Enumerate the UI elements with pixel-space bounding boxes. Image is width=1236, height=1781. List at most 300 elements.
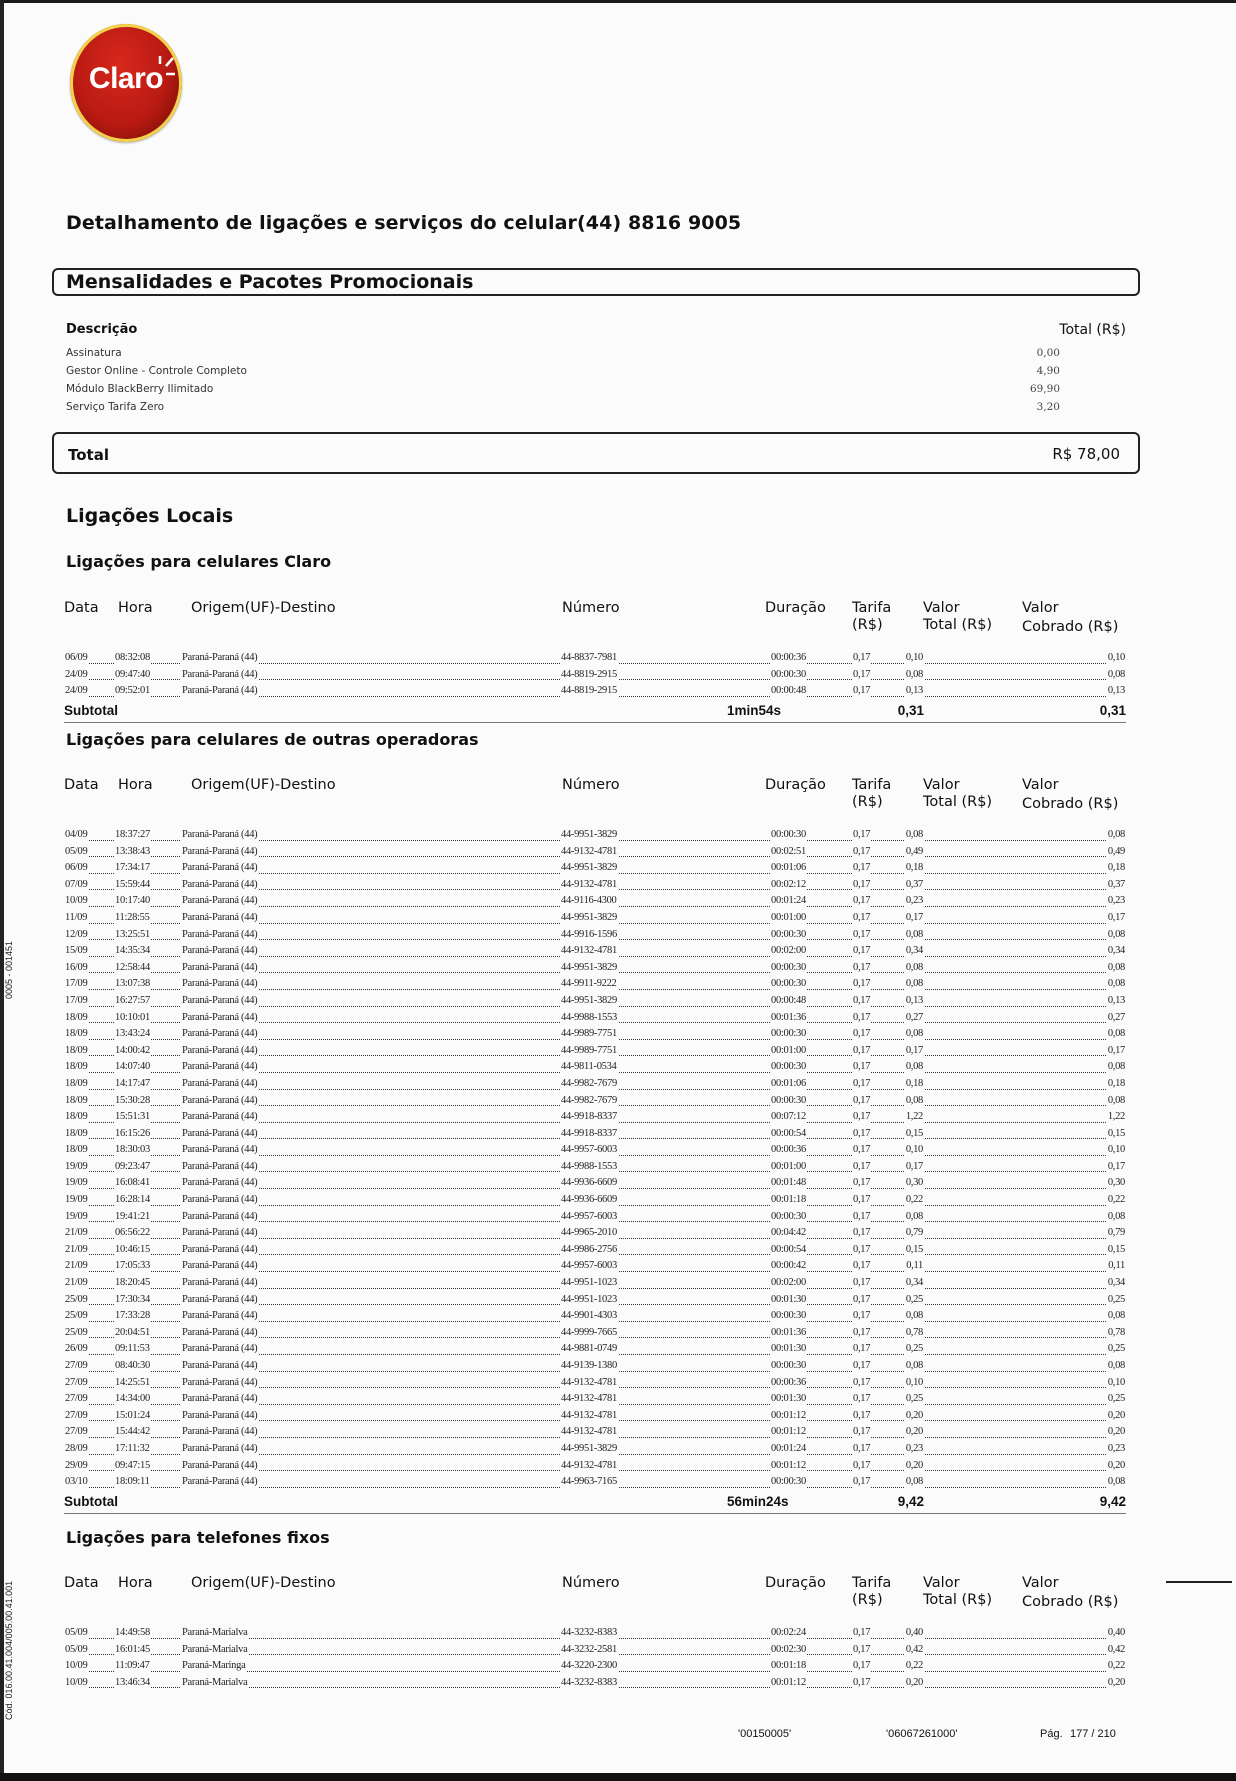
call-rate: 0,17 — [853, 1144, 871, 1156]
call-charged-value: 0,22 — [1107, 1194, 1125, 1206]
call-total-value: 0,34 — [905, 945, 923, 957]
col-origem: Origem(UF)-Destino — [191, 1575, 336, 1591]
call-date: 05/09 — [65, 1643, 88, 1655]
call-date: 03/10 — [65, 1476, 88, 1488]
call-number: 44-9982-7679 — [561, 1077, 617, 1089]
call-duration: 00:01:24 — [771, 895, 806, 907]
call-charged-value: 0,27 — [1107, 1011, 1125, 1023]
call-charged-value: 0,08 — [1107, 668, 1125, 680]
call-charged-value: 0,34 — [1107, 945, 1125, 957]
call-rate: 0,17 — [853, 1243, 871, 1255]
call-rate: 0,17 — [853, 1627, 871, 1638]
call-total-value: 0,25 — [905, 1293, 923, 1305]
call-charged-value: 0,08 — [1107, 1476, 1125, 1488]
call-time: 17:11:32 — [115, 1442, 150, 1454]
call-duration: 00:01:00 — [771, 911, 806, 923]
call-total-value: 0,15 — [905, 1243, 923, 1255]
call-date: 19/09 — [65, 1160, 88, 1172]
call-total-value: 0,08 — [905, 829, 923, 840]
call-time: 16:27:57 — [115, 994, 150, 1006]
table-row — [64, 860, 1126, 877]
call-time: 14:35:34 — [115, 945, 150, 957]
call-date: 28/09 — [65, 1442, 88, 1454]
call-total-value: 0,17 — [905, 1160, 923, 1172]
call-charged-value: 0,08 — [1107, 978, 1125, 990]
call-rate: 0,17 — [853, 945, 871, 957]
call-charged-value: 0,10 — [1107, 1144, 1125, 1156]
col-valor-cobrado-unit: Cobrado (R$) — [1022, 1594, 1119, 1610]
call-origin: Paraná-Marialva — [182, 1676, 248, 1688]
table-row — [64, 1474, 1126, 1491]
table-row — [64, 1225, 1126, 1242]
call-total-value: 0,08 — [905, 1061, 923, 1073]
call-time: 15:44:42 — [115, 1426, 150, 1438]
call-rate: 0,17 — [853, 961, 871, 973]
call-time: 15:51:31 — [115, 1111, 150, 1123]
col-tarifa: Tarifa — [852, 777, 892, 793]
table-row — [64, 1109, 1126, 1126]
call-origin: Paraná-Paraná (44) — [182, 845, 258, 857]
call-time: 18:37:27 — [115, 829, 150, 840]
call-date: 25/09 — [65, 1326, 88, 1338]
call-origin: Paraná-Marialva — [182, 1627, 248, 1638]
call-rate: 0,17 — [853, 911, 871, 923]
call-date: 21/09 — [65, 1260, 88, 1272]
call-number: 44-9936-6609 — [561, 1194, 617, 1206]
table-row — [64, 1258, 1126, 1275]
call-total-value: 0,25 — [905, 1393, 923, 1405]
call-number: 44-9132-4781 — [561, 1459, 617, 1471]
call-total-value: 0,23 — [905, 895, 923, 907]
call-rate: 0,17 — [853, 1310, 871, 1322]
call-time: 20:04:51 — [115, 1326, 150, 1338]
call-total-value: 0,13 — [905, 685, 923, 697]
call-charged-value: 0,08 — [1107, 961, 1125, 973]
call-total-value: 0,08 — [905, 1094, 923, 1106]
call-origin: Paraná-Paraná (44) — [182, 1409, 258, 1421]
call-rate: 0,17 — [853, 1111, 871, 1123]
fixos-rows — [64, 1625, 1126, 1691]
call-duration: 00:01:48 — [771, 1177, 806, 1189]
call-charged-value: 0,40 — [1107, 1627, 1125, 1638]
call-number: 44-9116-4300 — [561, 895, 617, 907]
col-tarifa-unit: (R$) — [852, 617, 883, 633]
call-time: 12:58:44 — [115, 961, 150, 973]
call-duration: 00:04:42 — [771, 1227, 806, 1239]
claro-logo — [70, 24, 182, 142]
col-tarifa: Tarifa — [852, 1575, 892, 1591]
call-date: 24/09 — [65, 685, 88, 697]
table-row — [64, 1142, 1126, 1159]
table-row — [64, 1408, 1126, 1425]
call-number: 44-9916-1596 — [561, 928, 617, 940]
col-valor-cobrado: Valor — [1022, 600, 1059, 616]
call-charged-value: 0,08 — [1107, 1310, 1125, 1322]
call-duration: 00:01:12 — [771, 1426, 806, 1438]
fixos-calls-table — [64, 1575, 1126, 1691]
call-date: 18/09 — [65, 1011, 88, 1023]
call-time: 14:07:40 — [115, 1061, 150, 1073]
margin-mark — [1166, 1581, 1232, 1583]
call-number: 44-9951-3829 — [561, 994, 617, 1006]
call-origin: Paraná-Paraná (44) — [182, 1028, 258, 1040]
subtotal-label: Subtotal — [64, 702, 118, 718]
call-number: 44-9811-0534 — [561, 1061, 617, 1073]
call-date: 21/09 — [65, 1277, 88, 1289]
call-origin: Paraná-Paraná (44) — [182, 1227, 258, 1239]
call-total-value: 0,20 — [905, 1426, 923, 1438]
call-number: 44-9951-1023 — [561, 1277, 617, 1289]
call-date: 10/09 — [65, 895, 88, 907]
table-row — [64, 993, 1126, 1010]
claro-section-title: Ligações para celulares Claro — [66, 552, 332, 571]
call-origin: Paraná-Paraná (44) — [182, 1260, 258, 1272]
call-rate: 0,17 — [853, 1011, 871, 1023]
col-duracao: Duração — [765, 777, 826, 793]
subtotal-valor-cobrado: 9,42 — [1099, 1493, 1126, 1509]
call-date: 18/09 — [65, 1044, 88, 1056]
call-total-value: 0,20 — [905, 1676, 923, 1688]
call-time: 06:56:22 — [115, 1227, 150, 1239]
call-origin: Paraná-Paraná (44) — [182, 961, 258, 973]
call-rate: 0,17 — [853, 845, 871, 857]
table-row — [64, 667, 1126, 684]
call-date: 27/09 — [65, 1393, 88, 1405]
call-charged-value: 0,13 — [1107, 994, 1125, 1006]
footer-page-label: Pág. — [1040, 1728, 1063, 1740]
total-label: Total — [68, 446, 109, 464]
call-origin: Paraná-Paraná (44) — [182, 994, 258, 1006]
call-time: 18:20:45 — [115, 1277, 150, 1289]
logo-rays-icon — [156, 54, 176, 84]
call-duration: 00:00:30 — [771, 1210, 806, 1222]
call-charged-value: 0,08 — [1107, 1094, 1125, 1106]
col-valor-cobrado-unit: Cobrado (R$) — [1022, 619, 1119, 635]
call-number: 44-3220-2300 — [561, 1660, 617, 1672]
table-row — [64, 650, 1126, 667]
side-code-top: 0005 - 001451 — [4, 940, 14, 1000]
call-duration: 00:00:30 — [771, 1094, 806, 1106]
call-charged-value: 0,49 — [1107, 845, 1125, 857]
table-row — [64, 943, 1126, 960]
call-rate: 0,17 — [853, 1160, 871, 1172]
call-number: 44-8819-2915 — [561, 668, 617, 680]
col-valor-cobrado-unit: Cobrado (R$) — [1022, 796, 1119, 812]
call-origin: Paraná-Paraná (44) — [182, 1177, 258, 1189]
col-tarifa-unit: (R$) — [852, 1592, 883, 1608]
call-time: 08:32:08 — [115, 652, 150, 663]
call-time: 13:38:43 — [115, 845, 150, 857]
call-date: 18/09 — [65, 1061, 88, 1073]
subtotal-duracao: 56min24s — [727, 1493, 789, 1509]
ligacoes-locais-title: Ligações Locais — [66, 505, 234, 527]
call-charged-value: 0,42 — [1107, 1643, 1125, 1655]
call-origin: Paraná-Paraná (44) — [182, 862, 258, 874]
call-time: 19:41:21 — [115, 1210, 150, 1222]
call-duration: 00:01:30 — [771, 1393, 806, 1405]
call-duration: 00:02:51 — [771, 845, 806, 857]
call-number: 44-9951-3829 — [561, 862, 617, 874]
call-duration: 00:00:42 — [771, 1260, 806, 1272]
call-date: 07/09 — [65, 878, 88, 890]
call-charged-value: 0,79 — [1107, 1227, 1125, 1239]
call-total-value: 0,08 — [905, 668, 923, 680]
scan-edge-bottom — [0, 1773, 1236, 1781]
call-origin: Paraná-Paraná (44) — [182, 1061, 258, 1073]
call-rate: 0,17 — [853, 652, 871, 663]
col-origem: Origem(UF)-Destino — [191, 600, 336, 616]
subtotal-valor-cobrado: 0,31 — [1099, 702, 1126, 718]
call-number: 44-9132-4781 — [561, 878, 617, 890]
call-date: 18/09 — [65, 1094, 88, 1106]
call-rate: 0,17 — [853, 1194, 871, 1206]
call-date: 27/09 — [65, 1360, 88, 1371]
call-total-value: 0,17 — [905, 911, 923, 923]
call-origin: Paraná-Paraná (44) — [182, 945, 258, 957]
call-origin: Paraná-Paraná (44) — [182, 1111, 258, 1123]
call-origin: Paraná-Marialva — [182, 1643, 248, 1655]
call-rate: 0,17 — [853, 1393, 871, 1405]
call-origin: Paraná-Paraná (44) — [182, 978, 258, 990]
call-origin: Paraná-Paraná (44) — [182, 1326, 258, 1338]
mensalidade-item — [66, 401, 1126, 419]
call-duration: 00:00:30 — [771, 1028, 806, 1040]
table-row — [64, 1209, 1126, 1226]
table-row — [64, 960, 1126, 977]
call-number: 44-8819-2915 — [561, 685, 617, 697]
total-value: R$ 78,00 — [1052, 445, 1120, 463]
item-desc: Módulo BlackBerry Ilimitado — [66, 383, 214, 395]
call-duration: 00:00:30 — [771, 1360, 806, 1371]
call-duration: 00:01:30 — [771, 1293, 806, 1305]
call-origin: Paraná-Paraná (44) — [182, 1094, 258, 1106]
call-number: 44-9951-1023 — [561, 1293, 617, 1305]
call-number: 44-9957-6003 — [561, 1260, 617, 1272]
col-data: Data — [64, 600, 99, 616]
call-rate: 0,17 — [853, 1476, 871, 1488]
subtotal-label: Subtotal — [64, 1493, 118, 1509]
call-date: 21/09 — [65, 1227, 88, 1239]
call-total-value: 0,18 — [905, 1077, 923, 1089]
call-date: 04/09 — [65, 829, 88, 840]
call-charged-value: 0,25 — [1107, 1393, 1125, 1405]
table-row — [64, 1325, 1126, 1342]
call-rate: 0,17 — [853, 1127, 871, 1139]
call-duration: 00:01:00 — [771, 1044, 806, 1056]
call-number: 44-9988-1553 — [561, 1011, 617, 1023]
call-date: 27/09 — [65, 1426, 88, 1438]
descricao-header: Descrição — [66, 322, 138, 337]
call-total-value: 0,22 — [905, 1660, 923, 1672]
call-rate: 0,17 — [853, 1660, 871, 1672]
call-duration: 00:01:18 — [771, 1194, 806, 1206]
call-total-value: 0,08 — [905, 1476, 923, 1488]
call-date: 10/09 — [65, 1660, 88, 1672]
call-rate: 0,17 — [853, 1459, 871, 1471]
call-total-value: 0,17 — [905, 1044, 923, 1056]
item-desc: Serviço Tarifa Zero — [66, 401, 165, 413]
call-origin: Paraná-Paraná (44) — [182, 1310, 258, 1322]
call-date: 12/09 — [65, 928, 88, 940]
call-number: 44-8837-7981 — [561, 652, 617, 663]
call-charged-value: 0,08 — [1107, 1360, 1125, 1371]
call-rate: 0,17 — [853, 1210, 871, 1222]
call-total-value: 0,08 — [905, 961, 923, 973]
call-date: 16/09 — [65, 961, 88, 973]
call-time: 11:09:47 — [115, 1660, 150, 1672]
call-number: 44-9963-7165 — [561, 1476, 617, 1488]
table-row — [64, 683, 1126, 700]
table-row — [64, 1642, 1126, 1659]
call-charged-value: 0,22 — [1107, 1660, 1125, 1672]
call-total-value: 0,15 — [905, 1127, 923, 1139]
call-rate: 0,17 — [853, 1442, 871, 1454]
subtotal-valor-total: 9,42 — [897, 1493, 924, 1509]
call-duration: 00:01:12 — [771, 1409, 806, 1421]
call-date: 17/09 — [65, 994, 88, 1006]
call-number: 44-9132-4781 — [561, 1409, 617, 1421]
call-origin: Paraná-Paraná (44) — [182, 1194, 258, 1206]
call-origin: Paraná-Paraná (44) — [182, 878, 258, 890]
call-duration: 00:00:30 — [771, 829, 806, 840]
table-row — [64, 976, 1126, 993]
table-row — [64, 844, 1126, 861]
call-origin: Paraná-Paraná (44) — [182, 668, 258, 680]
call-charged-value: 0,18 — [1107, 1077, 1125, 1089]
call-duration: 00:02:12 — [771, 878, 806, 890]
call-charged-value: 0,25 — [1107, 1343, 1125, 1355]
page-title: Detalhamento de ligações e serviços do celular(44) 8816 9005 — [66, 212, 742, 234]
call-origin: Paraná-Paraná (44) — [182, 1476, 258, 1488]
table-header — [64, 1575, 1126, 1625]
call-duration: 00:00:36 — [771, 652, 806, 663]
call-number: 44-9132-4781 — [561, 1376, 617, 1388]
call-number: 44-9982-7679 — [561, 1094, 617, 1106]
call-time: 13:43:24 — [115, 1028, 150, 1040]
col-valor-total: Valor — [923, 1575, 960, 1591]
call-number: 44-9951-3829 — [561, 829, 617, 840]
call-total-value: 0,08 — [905, 928, 923, 940]
call-number: 44-9911-9222 — [561, 978, 617, 990]
call-origin: Paraná-Paraná (44) — [182, 1343, 258, 1355]
call-rate: 0,17 — [853, 862, 871, 874]
call-charged-value: 0,20 — [1107, 1426, 1125, 1438]
call-number: 44-9989-7751 — [561, 1028, 617, 1040]
call-rate: 0,17 — [853, 1094, 871, 1106]
col-duracao: Duração — [765, 1575, 826, 1591]
call-charged-value: 0,20 — [1107, 1676, 1125, 1688]
outras-section-title: Ligações para celulares de outras operadoras — [66, 730, 479, 749]
call-date: 05/09 — [65, 845, 88, 857]
call-total-value: 0,27 — [905, 1011, 923, 1023]
call-date: 27/09 — [65, 1409, 88, 1421]
col-tarifa-unit: (R$) — [852, 794, 883, 810]
table-row — [64, 893, 1126, 910]
call-origin: Paraná-Paraná (44) — [182, 911, 258, 923]
mensalidade-item — [66, 383, 1126, 401]
call-number: 44-9957-6003 — [561, 1210, 617, 1222]
call-rate: 0,17 — [853, 1177, 871, 1189]
item-desc: Gestor Online - Controle Completo — [66, 365, 247, 377]
logo-text: Claro — [88, 62, 164, 95]
col-hora: Hora — [118, 1575, 153, 1591]
call-total-value: 0,20 — [905, 1459, 923, 1471]
call-rate: 0,17 — [853, 1293, 871, 1305]
call-duration: 00:00:54 — [771, 1243, 806, 1255]
total-header: Total (R$) — [1059, 322, 1126, 338]
call-date: 06/09 — [65, 862, 88, 874]
call-duration: 00:00:30 — [771, 928, 806, 940]
call-number: 44-9951-3829 — [561, 1442, 617, 1454]
call-origin: Paraná-Paraná (44) — [182, 1293, 258, 1305]
call-origin: Paraná-Paraná (44) — [182, 1360, 258, 1371]
call-charged-value: 0,08 — [1107, 829, 1125, 840]
table-row — [64, 1192, 1126, 1209]
call-time: 10:10:01 — [115, 1011, 150, 1023]
call-duration: 00:01:06 — [771, 1077, 806, 1089]
call-origin: Paraná-Paraná (44) — [182, 1243, 258, 1255]
call-duration: 00:07:12 — [771, 1111, 806, 1123]
call-rate: 0,17 — [853, 994, 871, 1006]
call-rate: 0,17 — [853, 1426, 871, 1438]
call-charged-value: 0,08 — [1107, 1061, 1125, 1073]
call-time: 16:15:26 — [115, 1127, 150, 1139]
call-number: 44-9881-0749 — [561, 1343, 617, 1355]
call-time: 13:46:34 — [115, 1676, 150, 1688]
call-total-value: 0,08 — [905, 978, 923, 990]
call-number: 44-9132-4781 — [561, 945, 617, 957]
call-total-value: 0,08 — [905, 1028, 923, 1040]
outras-calls-table — [64, 777, 1126, 1514]
call-duration: 00:01:30 — [771, 1343, 806, 1355]
call-date: 05/09 — [65, 1627, 88, 1638]
call-number: 44-3232-8383 — [561, 1627, 617, 1638]
call-origin: Paraná-Paraná (44) — [182, 1459, 258, 1471]
call-charged-value: 0,78 — [1107, 1326, 1125, 1338]
call-charged-value: 0,08 — [1107, 928, 1125, 940]
table-row — [64, 1026, 1126, 1043]
call-origin: Paraná-Paraná (44) — [182, 1277, 258, 1289]
call-rate: 0,17 — [853, 1061, 871, 1073]
call-charged-value: 0,08 — [1107, 1210, 1125, 1222]
call-time: 15:59:44 — [115, 878, 150, 890]
call-duration: 00:00:30 — [771, 1476, 806, 1488]
call-rate: 0,17 — [853, 1028, 871, 1040]
col-data: Data — [64, 1575, 99, 1591]
call-origin: Paraná-Paraná (44) — [182, 829, 258, 840]
subtotal-valor-total: 0,31 — [897, 702, 924, 718]
table-row — [64, 1424, 1126, 1441]
col-numero: Número — [562, 1575, 620, 1591]
call-duration: 00:02:24 — [771, 1627, 806, 1638]
call-duration: 00:00:30 — [771, 961, 806, 973]
call-charged-value: 0,20 — [1107, 1409, 1125, 1421]
claro-subtotal — [64, 700, 1126, 723]
table-row — [64, 1159, 1126, 1176]
call-total-value: 0,37 — [905, 878, 923, 890]
col-hora: Hora — [118, 600, 153, 616]
call-time: 17:34:17 — [115, 862, 150, 874]
call-charged-value: 0,18 — [1107, 862, 1125, 874]
call-time: 14:25:51 — [115, 1376, 150, 1388]
call-date: 21/09 — [65, 1243, 88, 1255]
call-time: 18:09:11 — [115, 1476, 150, 1488]
call-date: 29/09 — [65, 1459, 88, 1471]
call-time: 17:33:28 — [115, 1310, 150, 1322]
call-origin: Paraná-Paraná (44) — [182, 1044, 258, 1056]
col-numero: Número — [562, 777, 620, 793]
call-number: 44-9965-2010 — [561, 1227, 617, 1239]
